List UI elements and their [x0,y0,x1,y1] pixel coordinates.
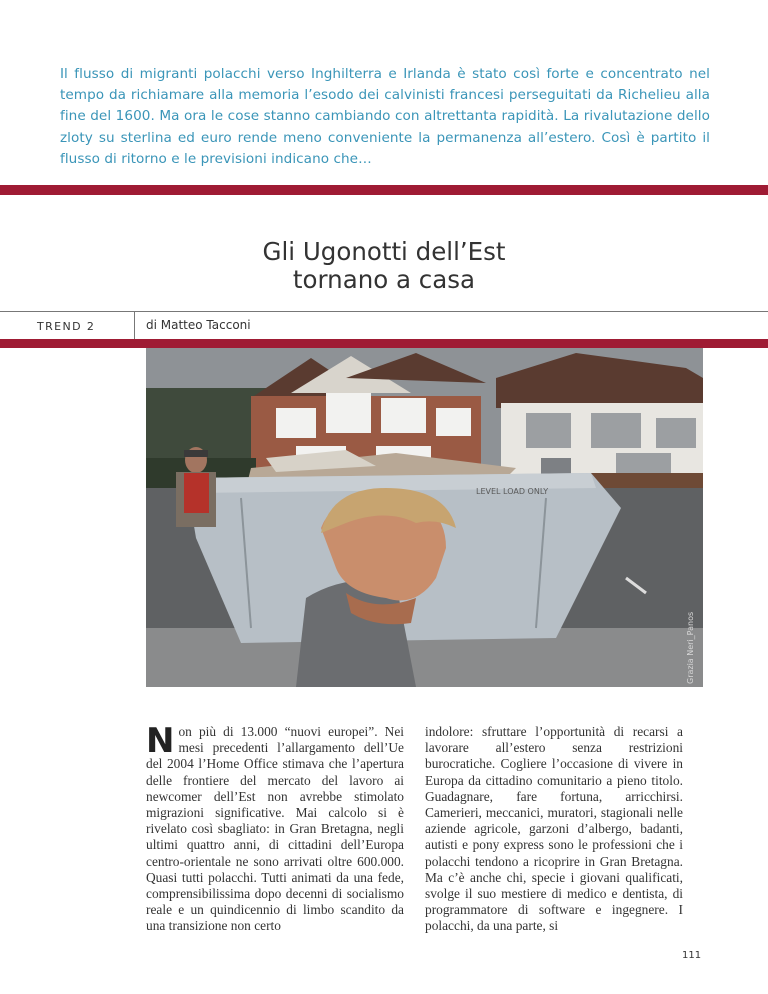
mid-accent-bar [0,339,768,348]
article-column-1 [146,721,404,935]
title-line-2: tornano a casa [292,265,476,295]
header-rule [0,311,768,312]
skip-label: LEVEL LOAD ONLY [476,487,549,496]
header-divider [134,311,135,340]
byline: di Matteo Tacconi [146,318,251,332]
drop-cap: N [146,721,175,761]
title-line-1: Gli Ugonotti dell’Est [262,237,506,267]
photo-credit: Grazia Neri_Panos [686,611,695,684]
section-label: TREND 2 [37,320,96,333]
article-photo [146,348,703,687]
column-1-text: on più di 13.000 “nuovi europei”. Nei mesi precedenti l’allargamento dell’Ue del 2004 l’Home Office stimava che l’apertura delle frontiere del mercato del lavoro ai newcomer dell’Est non avrebbe stimolato migrazioni significative. Mai calcolo si è rivelato così sbagliato: in Gran Bretagna, negli ultimi quattro anni, di cittadini dell’Europa centro-orientale ne sono arrivati oltre 600.000. Quasi tutti polacchi. Tutti animati da una fede, comprensibilissima dopo decenni di socialismo reale e un quindicennio di limbo scandito da una transizione non certo [146,724,404,934]
page-number: 111 [682,950,702,961]
column-2-text: indolore: sfruttare l’opportunità di recarsi a lavorare all’estero senza restrizioni burocratiche. Cogliere l’occasione di vivere in Europa da cittadino comunitario a pieno titolo. Guadagnare, fare fortuna, arricchirsi. Camerieri, meccanici, muratori, stagionali nelle aziende agricole, garzoni d’albergo, badanti, autisti e pony express sono le professioni che i polacchi tendono a ricoprire in Gran Bretagna. Ma c’è anche chi, specie i giovani qualificati, svolge il suo mestiere di medico e dentista, di programmatore di software e ingegnere. I polacchi, da una parte, si [425,724,683,934]
article-column-2 [425,724,683,935]
article-title [0,238,768,294]
top-accent-bar [0,185,768,195]
intro-paragraph: Il flusso di migranti polacchi verso Inghilterra e Irlanda è stato così forte e concentrato nel tempo da richiamare alla memoria l’esodo dei calvinisti francesi perseguitati da Richelieu alla fine del 1600. Ma ora le cose stanno cambiando con altrettanta rapidità. La rivalutazione dello zloty su sterlina ed euro rende meno conveniente la permanenza all’estero. Così è partito il flusso di ritorno e le previsioni indicano che… [60,65,710,168]
